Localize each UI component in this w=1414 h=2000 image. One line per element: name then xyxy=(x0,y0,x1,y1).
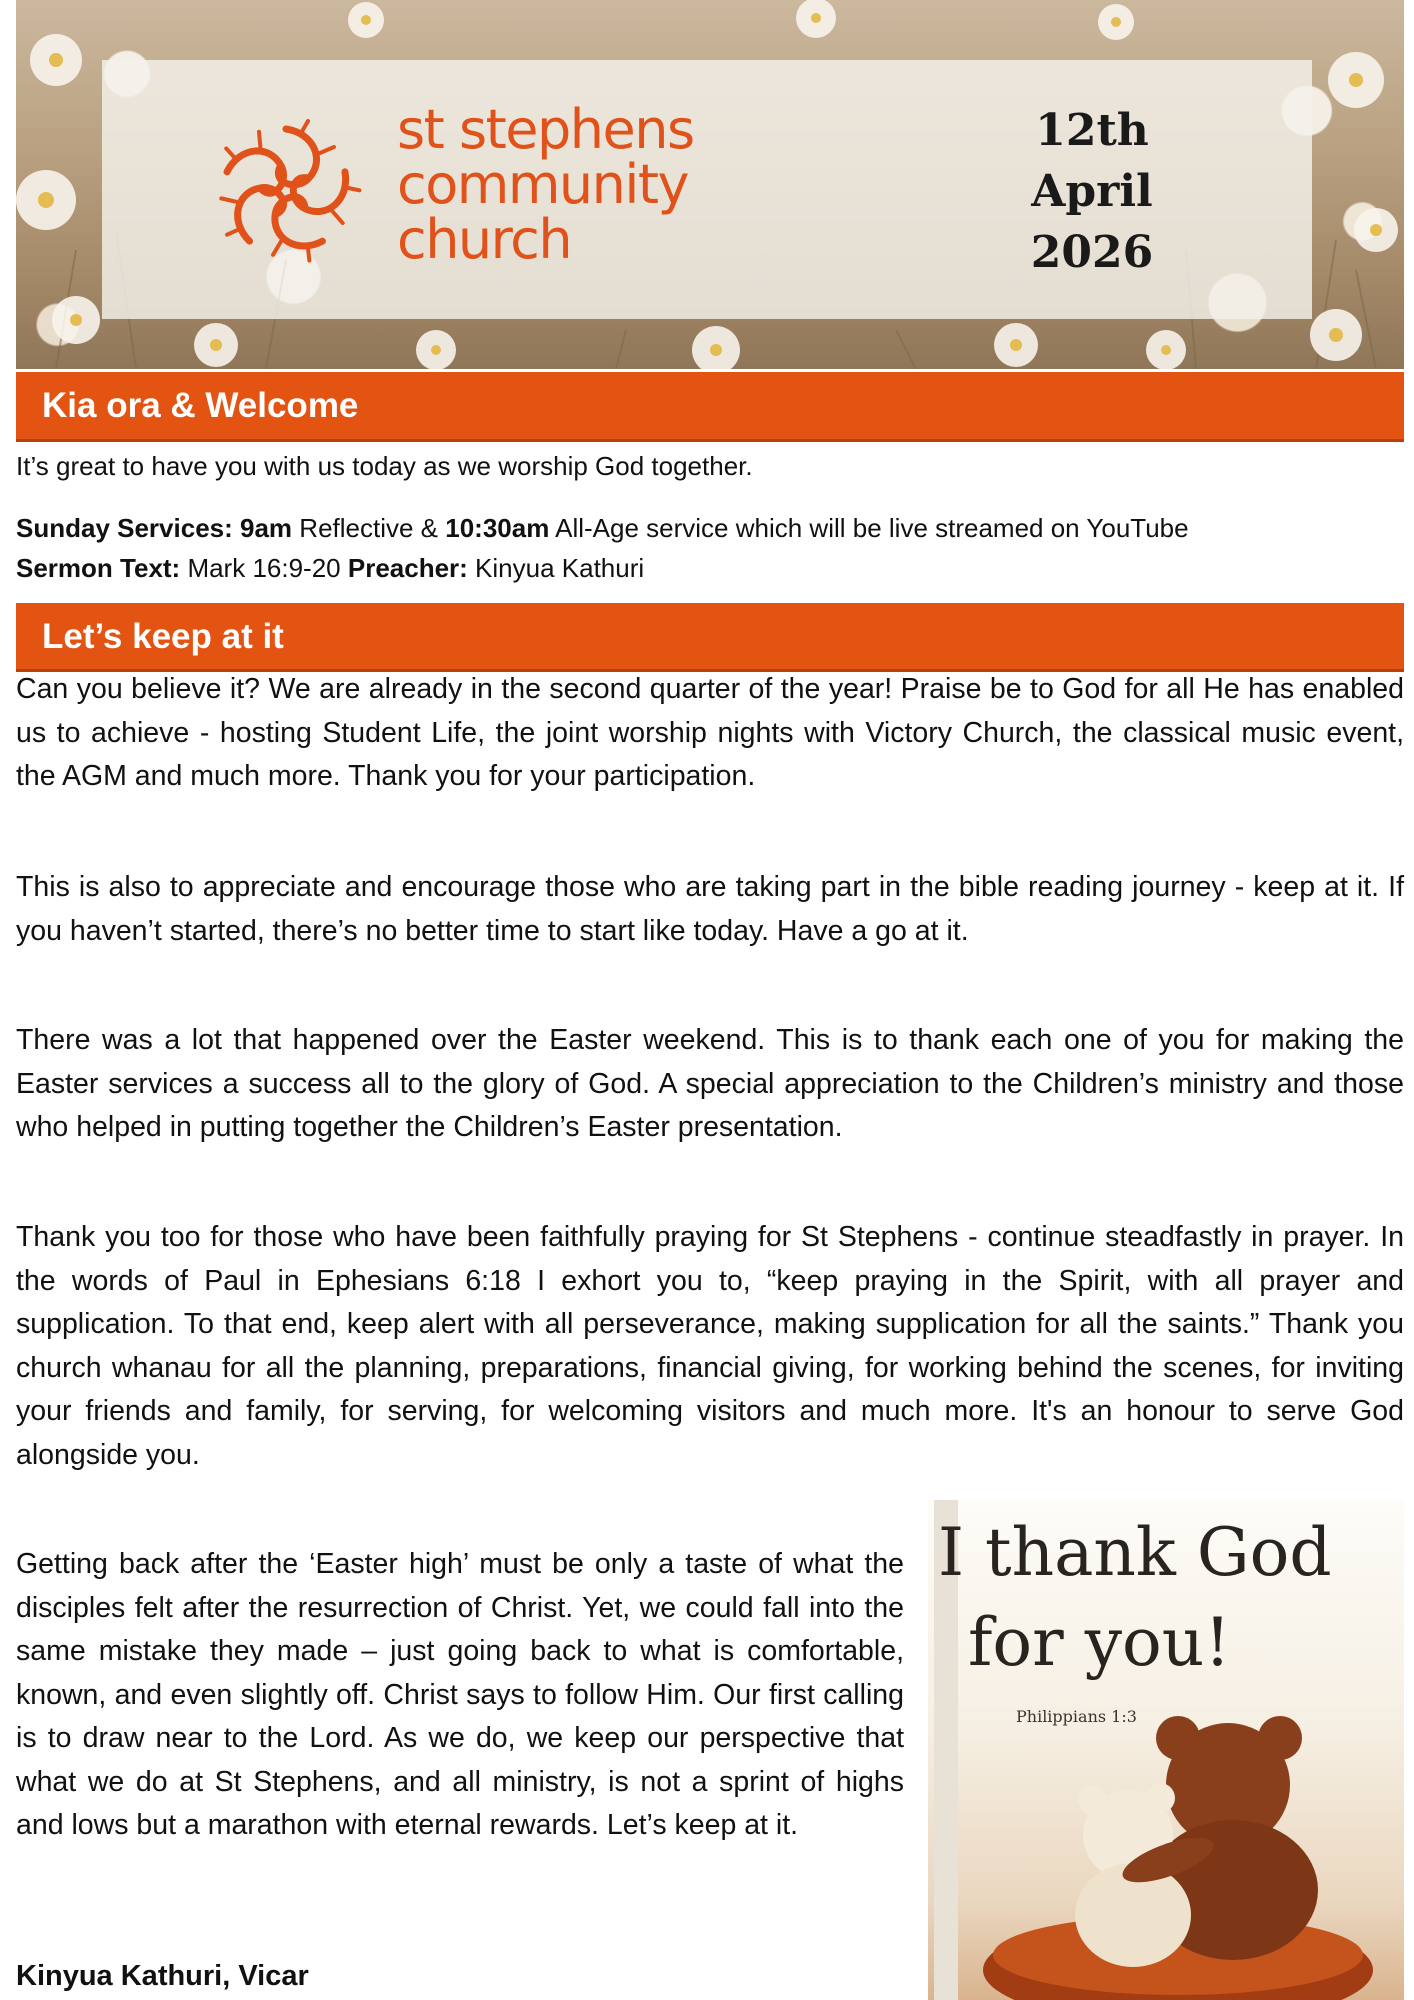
preacher-label: Preacher: xyxy=(347,553,468,583)
church-name-line-2: community xyxy=(397,153,689,216)
sermon-label: Sermon Text: xyxy=(16,553,181,583)
article-paragraph-4: Thank you too for those who have been faithfully praying for St Stephens - continue steadfastly in prayer. In the words of Paul in Ephesians 6:18 I exhort you to, “keep praying in the Spirit, with all prayer and supplication. To that end, keep alert with all perseverance, making supplication for all the saints.” Thank you church whanau for all the planning, preparations, financial giving, for working behind the scenes, for inviting your friends and family, for serving, for welcoming visitors and much more. It's an honour to serve God alongside you. xyxy=(16,1221,1404,1471)
preacher-name: Kinyua Kathuri xyxy=(467,553,645,583)
card-line-1: I thank God xyxy=(938,1514,1332,1591)
bulletin-date xyxy=(992,100,1192,283)
article-heading: Let’s keep at it xyxy=(16,603,1404,670)
service1-time: 9am xyxy=(240,513,293,543)
header-panel xyxy=(102,60,1312,319)
church-logo-icon xyxy=(206,102,366,280)
services-label: Sunday Services: xyxy=(16,513,233,543)
article-paragraph-1: Can you believe it? We are already in the second quarter of the year! Praise be to God for all He has enabled us to achieve - hosting Student Life, the joint worship nights with Victory Church, the classical music event, the AGM and much more. Thank you for your participation. xyxy=(16,673,1404,792)
article-paragraph-3: There was a lot that happened over the Easter weekend. This is to thank each one of you for making the Easter services a success all to the glory of God. A special appreciation to the Children’s ministry and those who helped in putting together the Children’s Easter presentation. xyxy=(16,1024,1404,1143)
teddy-bears-illustration xyxy=(928,1500,1404,2000)
date-year: 2026 xyxy=(1030,227,1154,278)
welcome-heading-underline xyxy=(16,439,1404,442)
sermon-text: Mark 16:9-20 xyxy=(180,553,348,583)
church-name xyxy=(397,98,694,271)
church-name-line-1: st stephens xyxy=(397,98,694,161)
date-month: April xyxy=(1031,166,1153,217)
article-paragraph-2: This is also to appreciate and encourage those who are taking part in the bible reading journey - keep at it. If you haven’t started, there’s no better time to start like today. Have a go at it. xyxy=(16,871,1404,947)
church-name-line-3: church xyxy=(397,208,572,271)
header-banner xyxy=(16,0,1404,369)
date-day: 12th xyxy=(1035,105,1149,156)
service2-time: 10:30am xyxy=(445,513,550,543)
signature: Kinyua Kathuri, Vicar xyxy=(16,1960,309,1992)
service1-desc: Reflective & xyxy=(292,513,446,543)
sermon-line xyxy=(16,548,644,588)
thank-you-image xyxy=(928,1500,1404,2000)
service2-desc: All-Age service which will be live streamed on YouTube xyxy=(549,513,1189,543)
card-reference: Philippians 1:3 xyxy=(1016,1707,1137,1726)
services-line xyxy=(16,508,1414,548)
article-paragraph-5: Getting back after the ‘Easter high’ must be only a taste of what the disciples felt after the resurrection of Christ. Yet, we could fall into the same mistake they made – just going back to what is comfortable, known, and even slightly off. Christ says to follow Him. Our first calling is to draw near to the Lord. As we do, we keep our perspective that what we do at St Stephens, and all ministry, is not a sprint of highs and lows but a marathon with eternal rewards. Let’s keep at it. xyxy=(16,1548,904,1841)
welcome-intro: It’s great to have you with us today as we worship God together. xyxy=(16,451,753,481)
card-line-2: for you! xyxy=(968,1604,1231,1681)
welcome-heading: Kia ora & Welcome xyxy=(16,372,1404,439)
